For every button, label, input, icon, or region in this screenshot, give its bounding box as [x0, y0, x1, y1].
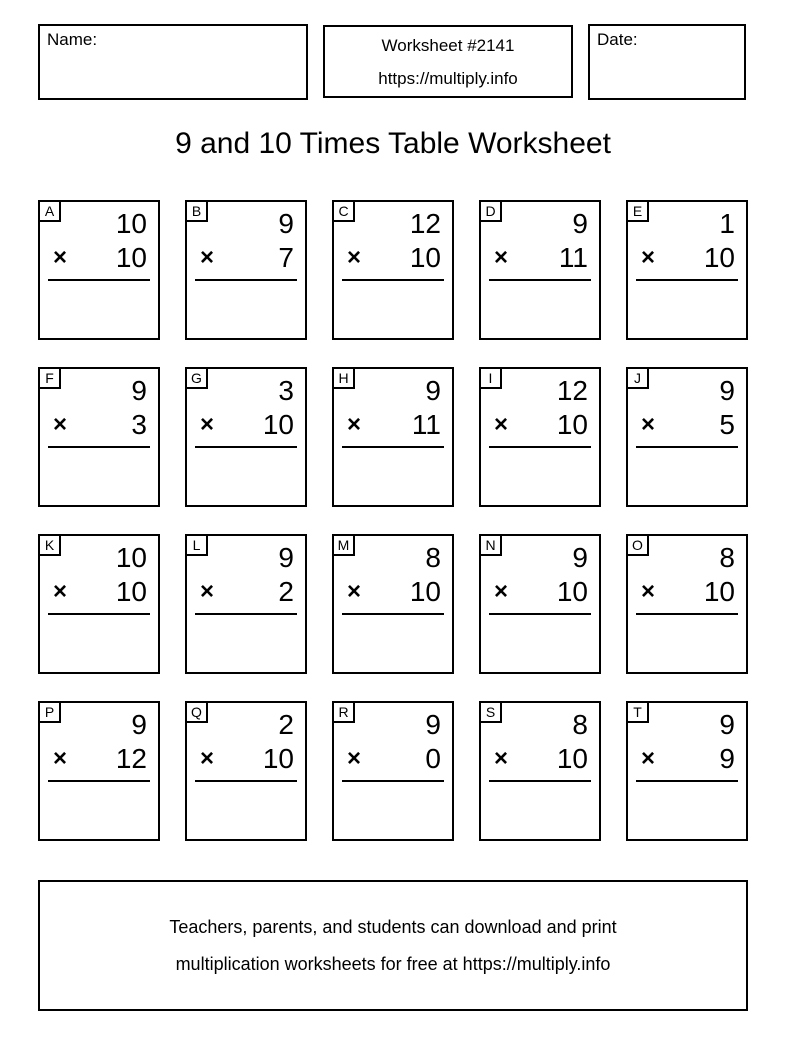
answer-line: [342, 446, 444, 448]
multiplier: 11: [411, 409, 441, 440]
problem-label-box: [479, 534, 502, 556]
problem-label: R: [338, 704, 349, 720]
answer-line: [342, 279, 444, 281]
answer-line: [489, 780, 591, 782]
problem-label: Q: [191, 704, 202, 720]
multiplier: 10: [556, 743, 588, 774]
problem-cell: [332, 701, 454, 841]
worksheet-info-box: [323, 25, 573, 98]
problem-label: D: [485, 203, 496, 219]
problem-cell: [38, 534, 160, 674]
multiply-sign: ×: [53, 578, 68, 605]
problem-label: L: [192, 537, 201, 553]
multiplier-row: [628, 743, 746, 775]
answer-line: [636, 780, 738, 782]
multiply-sign: ×: [641, 745, 656, 772]
problem-label: K: [44, 537, 55, 553]
problem-label: E: [632, 203, 643, 219]
answer-line: [48, 446, 150, 448]
multiplicand: 9: [131, 709, 147, 740]
multiply-sign: ×: [53, 244, 68, 271]
problem-label: N: [485, 537, 496, 553]
answer-line: [48, 613, 150, 615]
footer-box: [38, 880, 748, 1011]
problem-cell: [185, 701, 307, 841]
multiplier-row: [334, 409, 452, 441]
multiplier-row: [40, 242, 158, 274]
problem-label: F: [45, 370, 54, 386]
multiply-sign: ×: [494, 411, 509, 438]
problem-label-box: [332, 200, 355, 222]
name-label: Name:: [47, 30, 98, 49]
answer-line: [342, 780, 444, 782]
problem-label-box: [332, 367, 355, 389]
multiplier: 10: [703, 576, 735, 607]
multiply-sign: ×: [494, 244, 509, 271]
problem-label-box: [38, 534, 61, 556]
multiplicand: 10: [115, 208, 147, 239]
answer-line: [489, 613, 591, 615]
multiplier: 10: [409, 576, 441, 607]
worksheet-number: Worksheet #2141: [381, 35, 515, 55]
multiplier: 10: [115, 576, 147, 607]
date-field-box: [588, 24, 746, 100]
multiply-sign: ×: [347, 745, 362, 772]
multiplier-row: [334, 576, 452, 608]
multiplier: 10: [262, 743, 294, 774]
multiplier-row: [40, 743, 158, 775]
problem-label-box: [479, 200, 502, 222]
multiplier-row: [481, 409, 599, 441]
problem-cell: [479, 200, 601, 340]
answer-line: [636, 446, 738, 448]
problem-cell: [332, 367, 454, 507]
multiply-sign: ×: [200, 244, 215, 271]
multiply-sign: ×: [200, 411, 215, 438]
multiply-sign: ×: [53, 745, 68, 772]
multiplicand: 9: [572, 542, 588, 573]
answer-line: [195, 446, 297, 448]
problem-label: M: [337, 537, 350, 553]
multiplier: 7: [278, 242, 294, 273]
answer-line: [195, 780, 297, 782]
problem-label: H: [338, 370, 349, 386]
problem-label-box: [626, 367, 649, 389]
multiplicand: 9: [131, 375, 147, 406]
multiply-sign: ×: [347, 578, 362, 605]
multiply-sign: ×: [53, 411, 68, 438]
problem-label-box: [332, 701, 355, 723]
answer-line: [636, 613, 738, 615]
problem-label: A: [44, 203, 55, 219]
multiplier-row: [481, 743, 599, 775]
multiplier: 12: [115, 743, 147, 774]
problem-cell: [185, 200, 307, 340]
problem-label-box: [479, 367, 502, 389]
answer-line: [636, 279, 738, 281]
problem-label: S: [485, 704, 496, 720]
multiply-sign: ×: [641, 244, 656, 271]
problem-cell: [626, 200, 748, 340]
problem-cell: [332, 534, 454, 674]
multiplicand: 9: [425, 709, 441, 740]
multiplier: 10: [409, 242, 441, 273]
problem-label-box: [185, 534, 208, 556]
multiplier: 5: [719, 409, 735, 440]
multiplicand: 9: [278, 208, 294, 239]
problem-cell: [38, 367, 160, 507]
problem-label-box: [332, 534, 355, 556]
problem-label: O: [632, 537, 643, 553]
multiplicand: 9: [425, 375, 441, 406]
multiplier: 10: [556, 576, 588, 607]
multiplier: 2: [278, 576, 294, 607]
multiply-sign: ×: [641, 411, 656, 438]
problem-label: I: [488, 370, 493, 386]
multiplier: 3: [131, 409, 147, 440]
problem-label-box: [479, 701, 502, 723]
problem-cell: [626, 701, 748, 841]
problem-label: J: [634, 370, 641, 386]
multiply-sign: ×: [641, 578, 656, 605]
answer-line: [342, 613, 444, 615]
multiply-sign: ×: [494, 578, 509, 605]
multiplicand: 9: [719, 709, 735, 740]
multiplicand: 12: [409, 208, 441, 239]
problem-label: T: [633, 704, 642, 720]
multiplier-row: [187, 409, 305, 441]
answer-line: [195, 279, 297, 281]
multiplicand: 2: [278, 709, 294, 740]
multiplier-row: [334, 743, 452, 775]
problem-cell: [479, 534, 601, 674]
multiplicand: 8: [719, 542, 735, 573]
multiplicand: 8: [425, 542, 441, 573]
answer-line: [489, 279, 591, 281]
problem-cell: [626, 534, 748, 674]
multiplier-row: [187, 576, 305, 608]
worksheet-url: https://multiply.info: [378, 68, 518, 88]
multiplicand: 8: [572, 709, 588, 740]
problem-label: P: [44, 704, 55, 720]
problem-label-box: [626, 534, 649, 556]
problem-label-box: [626, 701, 649, 723]
multiplier-row: [481, 576, 599, 608]
multiplier-row: [40, 576, 158, 608]
problem-label: B: [191, 203, 202, 219]
multiplicand: 1: [719, 208, 735, 239]
problem-label-box: [38, 200, 61, 222]
multiplicand: 9: [572, 208, 588, 239]
name-field-box: [38, 24, 308, 100]
multiplier-row: [481, 242, 599, 274]
multiplicand: 9: [278, 542, 294, 573]
problem-label-box: [38, 701, 61, 723]
multiply-sign: ×: [494, 745, 509, 772]
multiplicand: 3: [278, 375, 294, 406]
problem-label-box: [185, 200, 208, 222]
multiply-sign: ×: [200, 578, 215, 605]
multiplier-row: [334, 242, 452, 274]
problem-cell: [185, 534, 307, 674]
answer-line: [195, 613, 297, 615]
problem-label: C: [338, 203, 349, 219]
problem-label-box: [38, 367, 61, 389]
multiply-sign: ×: [347, 244, 362, 271]
answer-line: [48, 780, 150, 782]
problem-cell: [479, 367, 601, 507]
problem-label-box: [185, 701, 208, 723]
multiplier: 9: [719, 743, 735, 774]
problem-label-box: [626, 200, 649, 222]
multiplier: 10: [262, 409, 294, 440]
multiplier: 10: [115, 242, 147, 273]
multiplicand: 12: [556, 375, 588, 406]
answer-line: [48, 279, 150, 281]
problem-label-box: [185, 367, 208, 389]
multiplier: 10: [703, 242, 735, 273]
problem-cell: [38, 200, 160, 340]
footer-line-1: Teachers, parents, and students can download and print: [169, 916, 617, 937]
footer-line-2: multiplication worksheets for free at https://multiply.info: [175, 953, 611, 974]
multiplier-row: [187, 743, 305, 775]
multiplier-row: [187, 242, 305, 274]
multiplier: 11: [558, 242, 588, 273]
multiplicand: 9: [719, 375, 735, 406]
multiply-sign: ×: [347, 411, 362, 438]
problem-cell: [626, 367, 748, 507]
problem-label: G: [191, 370, 202, 386]
multiplier-row: [628, 242, 746, 274]
problems-grid: [38, 200, 748, 841]
problem-cell: [479, 701, 601, 841]
multiplicand: 10: [115, 542, 147, 573]
page-title: 9 and 10 Times Table Worksheet: [175, 127, 611, 160]
multiplier-row: [628, 409, 746, 441]
multiply-sign: ×: [200, 745, 215, 772]
problem-cell: [38, 701, 160, 841]
multiplier-row: [40, 409, 158, 441]
problem-cell: [185, 367, 307, 507]
multiplier: 0: [425, 743, 441, 774]
multiplier-row: [628, 576, 746, 608]
answer-line: [489, 446, 591, 448]
date-label: Date:: [597, 30, 638, 49]
multiplier: 10: [556, 409, 588, 440]
problem-cell: [332, 200, 454, 340]
